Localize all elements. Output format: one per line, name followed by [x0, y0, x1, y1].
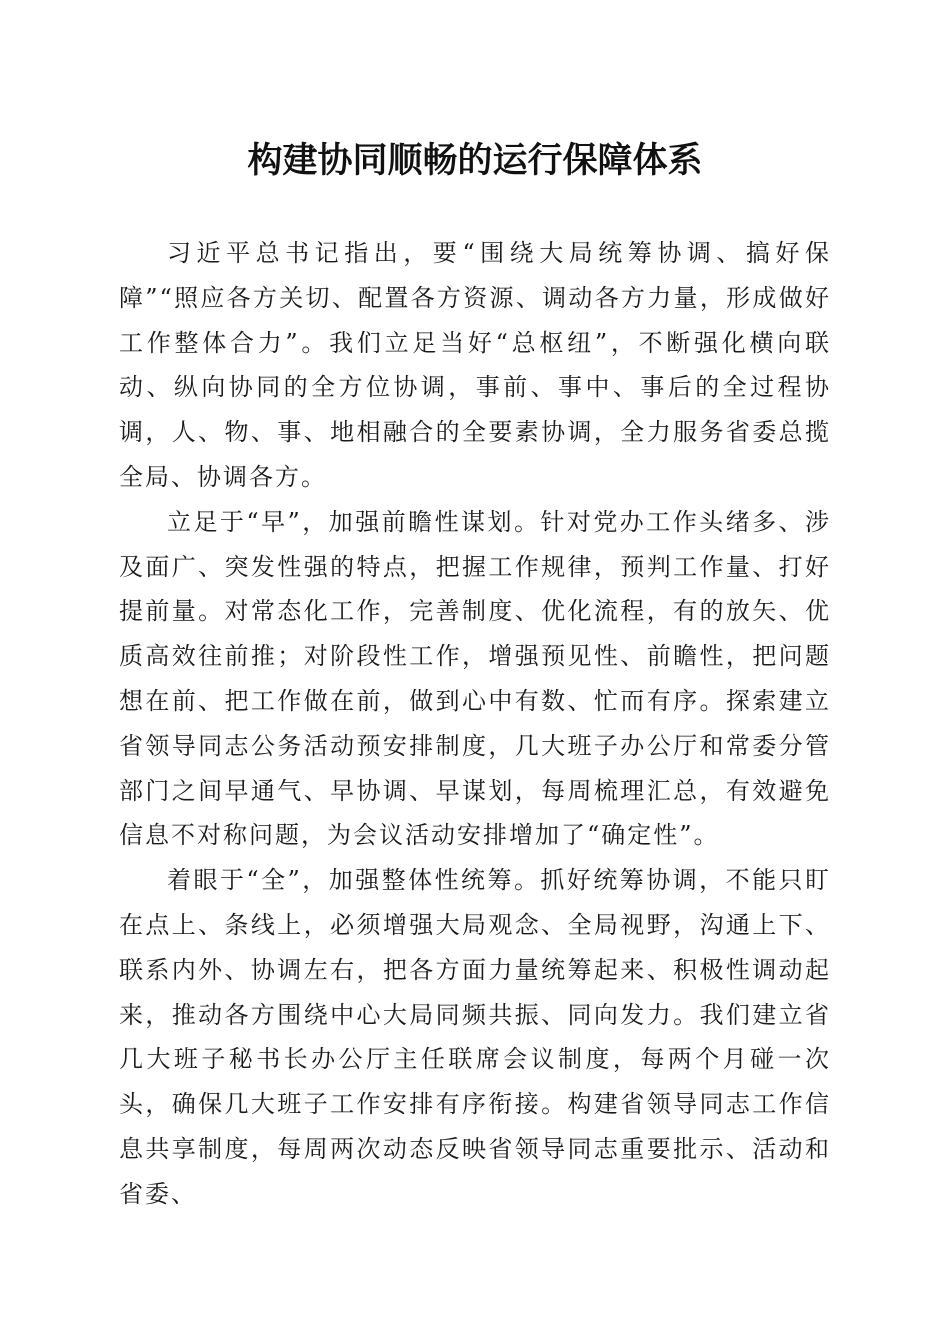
- paragraph-overall: 着眼于“全”，加强整体性统筹。抓好统筹协调，不能只盯在点上、条线上，必须增强大局观念、全局视野，沟通上下、联系内外、协调左右，把各方面力量统筹起来、积极性调动起来，推动各方围绕中心大局同频共振、同向发力。我们建立省几大班子秘书长办公厅主任联席会议制度，每两个月碰一次头，确保几大班子工作安排有序衔接。构建省领导同志工作信息共享制度，每周两次动态反映省领导同志重要批示、活动和省委、: [119, 866, 831, 1208]
- document-title: 构建协同顺畅的运行保障体系: [247, 140, 703, 181]
- paragraph-intro: 习近平总书记指出，要“围绕大局统筹协调、搞好保障”“照应各方关切、配置各方资源、调动各方力量，形成做好工作整体合力”。我们立足当好“总枢纽”，不断强化横向联动、纵向协同的全方位协调，事前、事中、事后的全过程协调，人、物、事、地相融合的全要素协调，全力服务省委总揽全局、协调各方。: [119, 239, 831, 491]
- document-body: [119, 231, 831, 1217]
- paragraph-early: 立足于“早”，加强前瞻性谋划。针对党办工作头绪多、涉及面广、突发性强的特点，把握工作规律，预判工作量、打好提前量。对常态化工作，完善制度、优化流程，有的放矢、优质高效往前推；对阶段性工作，增强预见性、前瞻性，把问题想在前、把工作做在前，做到心中有数、忙而有序。探索建立省领导同志公务活动预安排制度，几大班子办公厅和常委分管部门之间早通气、早协调、早谋划，每周梳理汇总，有效避免信息不对称问题，为会议活动安排增加了“确定性”。: [119, 507, 831, 850]
